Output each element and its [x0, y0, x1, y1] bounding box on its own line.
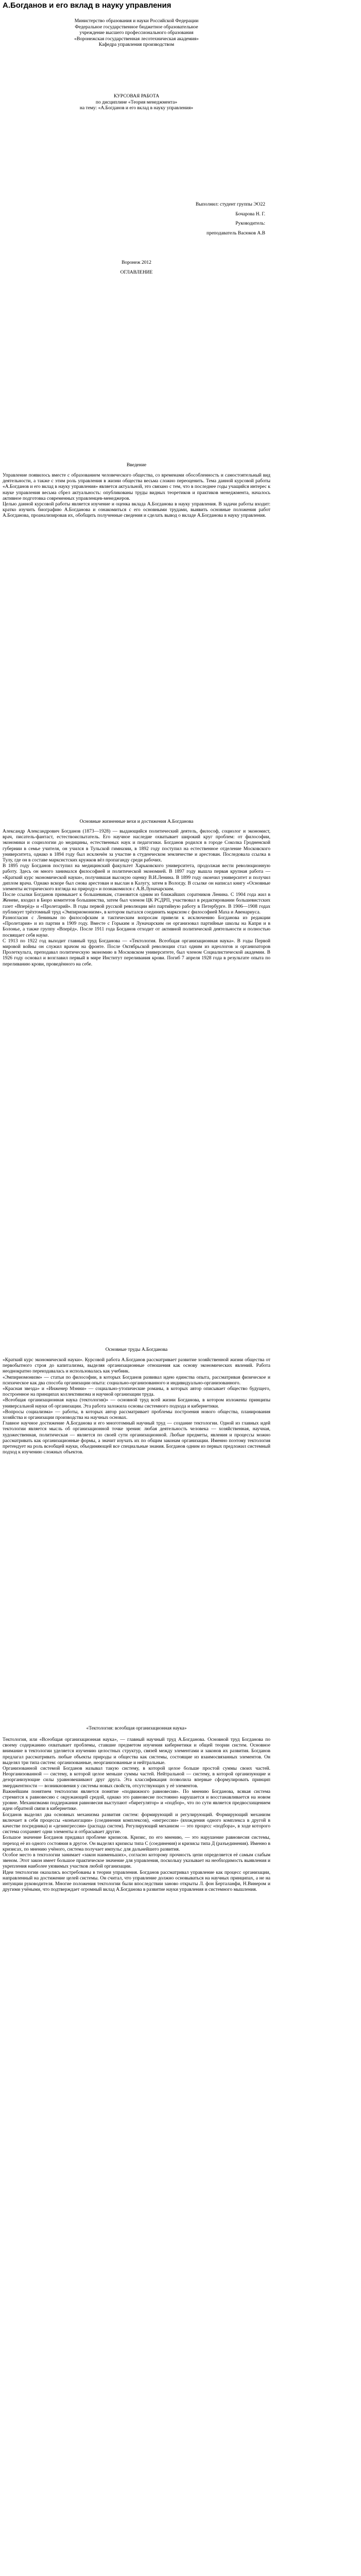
- performed-by: Выполнил: студент группы ЭО22: [195, 202, 265, 207]
- paragraph: Разногласия с Лениным по философским и тактическим вопросам привели к исключению Богданова из редакции «Пролетария» и из партии в 1909 году. Вместе с Горьким и Луначарским он организовал партийные школы на Капри и в Болонье, а также группу «Вперёд». После 1911 года Богданов отходит от активной политической деятельности и полностью посвящает себя науке.: [3, 916, 270, 938]
- student-name: Бочарова Н. Г.: [235, 211, 265, 217]
- paragraph: Тектология, или «Всеобщая организационная наука», — главный научный труд А.Богданова. Основной труд Богданова по своему содержанию охватывает проблемы, ставшие предметом изучения кибернетики и общей теории систем. Основное внимание в тектологии уделяется изучению целостных структур, связей между элементами и законов их развития. Богданов предлагал рассматривать любые объекты природы и общества как системы, состоящие из взаимосвязанных элементов. Он выделял три типа систем: организованные, неорганизованные и нейтральные.: [3, 1737, 270, 1766]
- cover-line: Министерство образования и науки Российской Федерации: [74, 19, 199, 24]
- supervisors-label: Руководитель:: [235, 221, 265, 226]
- paragraph: «Вопросы социализма» — работы, в которых автор рассматривает проблемы построения нового общества, планирования хозяйства и организации производства на научных основах.: [3, 1409, 270, 1421]
- section-text: [3, 829, 270, 968]
- intro-text: [3, 473, 270, 519]
- page-title: А.Богданов и его вклад в науку управления: [3, 1, 171, 10]
- toc-heading: ОГЛАВЛЕНИЕ: [120, 270, 153, 275]
- signature-block: [3, 200, 265, 238]
- paragraph: «Эмпириомонизм» — статьи по философии, в которых Богданов развивал идею единства опыта, рассматривая физическое и психическое как два способа организации опыта: социально-организованного и индивидуально-организованного.: [3, 1375, 270, 1386]
- section-text: [3, 1358, 270, 1455]
- paragraph: «Краткий курс экономической науки». Курсовой работа А.Богданов рассматривает развитие хозяйственной жизни общества от первобытного строя до капитализма, выделяя организационные отношения как основу экономических явлений. Работа неоднократно переиздавалась и использовалась как учебник.: [3, 1358, 270, 1375]
- paragraph: С 1913 по 1922 год выходит главный труд Богданова — «Тектология. Всеобщая организационная наука». В годы Первой мировой войны он служил врачом на фронте. После Октябрьской революции стал одним из идеологов и организаторов Пролеткульта, преподавал политическую экономию в Московском университете, был членом Социалистической академии. В 1926 году основал и возглавил первый в мире Институт переливания крови. Погиб 7 апреля 1928 года в результате опыта по переливанию крови, проведённого на себе.: [3, 938, 270, 967]
- paragraph: Александр Александрович Богданов (1873—1928) — выдающийся политический деятель, философ, социолог и экономист, врач, писатель-фантаст, естествоиспытатель. Его научное наследие охватывает широкий круг проблем: от философии, экономики и социологии до медицины, естественных наук и педагогики. Богданов родился в городе Соколка Гродненской губернии в семье учителя, он учился в Тульской гимназии, в 1892 году поступил на естественное отделение Московского университета, однако в 1894 году был исключён за участие в студенческом землячестве и арестован. Последовала ссылка в Тулу, где он в составе марксистских кружков вёл пропаганду среди рабочих.: [3, 829, 270, 863]
- cover-line: Кафедра управления производством: [98, 42, 175, 47]
- cover-line: Федеральное государственное бюджетное образовательное: [75, 24, 198, 30]
- topic: на тему: «А.Богданов и его вклад в науку управления»: [79, 106, 194, 111]
- section-text: [3, 1737, 270, 1893]
- cover-institution: [3, 19, 270, 48]
- paragraph: Организованной системой Богданов называл такую систему, в которой целое больше простой суммы своих частей. Неорганизованной — систему, в которой целое меньше суммы частей. Нейтральной — систему, в которой организующие и дезорганизующие силы уравновешивают друг друга. Эта классификация позволила впервые сформулировать принцип эмерджентности — возникновения у системы новых свойств, отсутствующих у её элементов.: [3, 1766, 270, 1789]
- cover-line: учреждение высшего профессионального образования: [79, 30, 194, 36]
- paragraph: После ссылки Богданов примыкает к большевикам, становится одним из ближайших соратников Ленина. С 1904 года жил в Женеве, входил в Бюро комитетов большинства, затем был членом ЦК РСДРП, участвовал в редактировании большевистских газет «Вперёд» и «Пролетарий». В годы первой русской революции вёл партийную работу в Петербурге. В 1906—1908 годах публикует трёхтомный труд «Эмпириомонизм», в котором пытался соединить марксизм с философией Маха и Авенариуса.: [3, 892, 270, 915]
- section-heading: Основные труды А.Богданова: [105, 1347, 168, 1352]
- intro-heading: Введение: [126, 463, 147, 468]
- paragraph: Целью данной курсовой работы является изучение и оценка вклада А.Богданова в науку управления. В задачи работы входит: кратко изучить биографию А.Богданова и ознакомиться с его основными трудами, выявить основные положения работ А.Богданова, проанализировав их, обобщить полученные сведения и сделать вывод о вкладе А.Богданова в науку управления.: [3, 502, 270, 519]
- paragraph: Управление появилось вместе с образованием человеческого общества, со временами обособленность и самостоятельный вид деятельности, а также с этим роль управления в жизни общества весьма сложно переоценить. Тема данной курсовой работы «А.Богданов и его вклад в науку управления» является актуальной, это связано с тем, что в последнее годы учащийся интерес к науке управления весьма сбрел актуальность: опубликованы труды видных теоретиков и практиков менеджмента, началось активное подготовка современных управленцев-менеджеров.: [3, 473, 270, 501]
- work-type: КУРСОВАЯ РАБОТА: [113, 94, 160, 99]
- paragraph: Особое место в тектологии занимает «закон наименьших», согласно которому прочность цепи определяется её самым слабым звеном. Этот закон имеет большое практическое значение для управления, поскольку указывает на необходимость выявления и укрепления наиболее уязвимых участков любой организации.: [3, 1853, 270, 1870]
- cover-line: «Воронежская государственная лесотехническая академия»: [74, 36, 199, 42]
- section-heading: «Тектология: всеобщая организационная наука»: [86, 1726, 187, 1731]
- paragraph: Важнейшим понятием тектологии является понятие «подвижного равновесия». По мнению Богданова, всякая система стремится к равновесию с окружающей средой, однако это равновесие постоянно нарушается и восстанавливается на новом уровне. Механизмами поддержания равновесия выступают «бирегулятор» и «подбор», что по сути является предвосхищением идеи обратной связи в кибернетике.: [3, 1789, 270, 1812]
- paragraph: «Всеобщая организационная наука (тектология)» — основной труд всей жизни Богданова, в котором изложены принципы универсальной науки об организации. Эта работа заложила основы системного подхода и кибернетики.: [3, 1398, 270, 1409]
- paragraph: Идеи тектологии оказались востребованы в теории управления. Богданов рассматривал управление как процесс организации, направленный на достижение целей системы. Он считал, что управление должно основываться на научных принципах, а не на интуиции руководителя. Многие положения тектологии были впоследствии заново открыты Л. фон Берталанфи, Н.Винером и другими учёными, что подтверждает огромный вклад А.Богданова в развитие науки управления и системного мышления.: [3, 1870, 270, 1893]
- teacher-name: преподаватель Васюков А.В: [207, 230, 265, 236]
- section-heading: Основные жизненные вехи и достижения А.Богданова: [79, 819, 194, 824]
- paragraph: «Красная звезда» и «Инженер Мэнни» — социально-утопические романы, в которых автор описывает общество будущего, построенное на принципах коллективизма и научной организации труда.: [3, 1386, 270, 1398]
- paragraph: Главное научное достижение А.Богданова и его многотомный научный труд — создание тектологии. Одной из главных идей тектологии является мысль об организационной точке зрения: любая деятельность человека — хозяйственная, научная, художественная, политическая — является по своей сути организационной. Любые предметы, явления и процессы можно рассматривать как организационные формы, а значит изучать их по общим законам организации. Именно поэтому тектология претендует на роль всеобщей науки, объединяющей все специальные знания. Богданов одним из первых предложил системный подход к изучению сложных объектов.: [3, 1421, 270, 1455]
- paragraph: Большое значение Богданов придавал проблеме кризисов. Кризис, по его мнению, — это нарушение равновесия системы, переход её из одного состояния в другое. Он выделял кризисы типа С (соединения) и кризисы типа Д (разъединения). Именно в кризисах, по мнению учёного, система получает импульс для дальнейшего развития.: [3, 1835, 270, 1852]
- paragraph: В 1895 году Богданов поступил на медицинский факультет Харьковского университета, продолжая вести революционную работу. Здесь он много занимался философией и политической экономией. В 1897 году вышла первая крупная работа — «Краткий курс экономической науки», получившая высокую оценку В.И.Ленина. В 1899 году окончил университет и получил диплом врача. Однако вскоре был снова арестован и выслан в Калугу, затем в Вологду. В ссылке он написал книгу «Основные элементы исторического взгляда на природу» и познакомился с А.В.Луначарским.: [3, 863, 270, 892]
- city-year: Воронеж 2012: [122, 260, 151, 265]
- paragraph: Богданов выделял два основных механизма развития систем: формирующий и регулирующий. Формирующий механизм включает в себя процессы «конъюгации» (соединения комплексов), «ингрессии» (вхождения одного комплекса в другой в качестве посредника) и «дезингрессии» (распада систем). Регулирующий механизм — это процесс «подбора», в ходе которого система сохраняет одни элементы и отбрасывает другие.: [3, 1812, 270, 1835]
- discipline: по дисциплине «Теория менеджмента»: [95, 99, 178, 105]
- cover-topic: [3, 94, 270, 112]
